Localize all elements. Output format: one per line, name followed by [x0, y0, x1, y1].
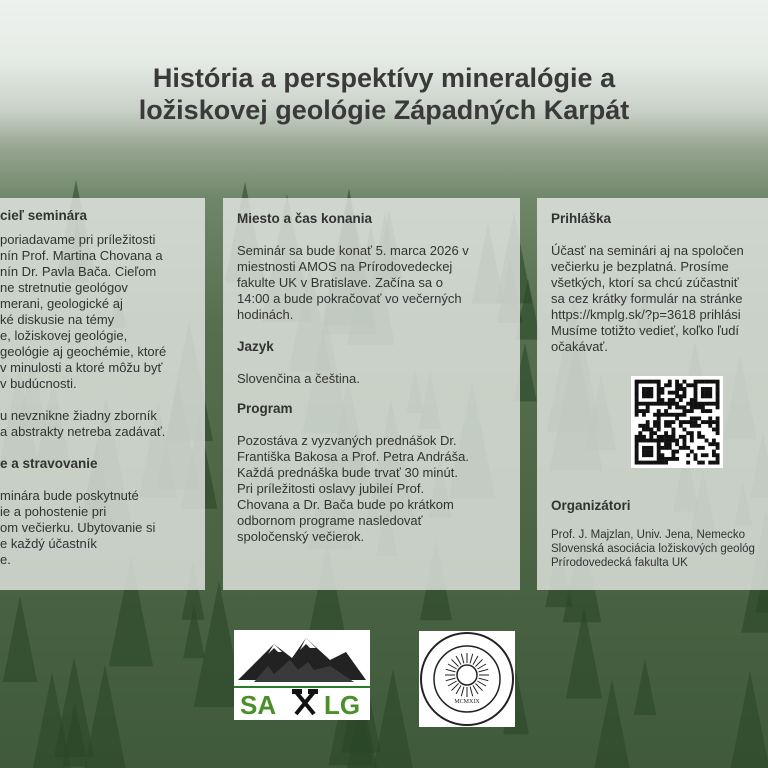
organizers-list	[551, 528, 768, 570]
text-line: Pozostáva z vyzvaných prednášok Dr.	[237, 433, 457, 448]
tree-shape	[84, 665, 127, 768]
proceedings-text	[0, 408, 205, 440]
tree-shape	[725, 671, 768, 768]
text-line: minára bude poskytnuté	[0, 488, 139, 503]
text-line: Pri príležitosti oslavy jubileí Prof.	[237, 481, 425, 496]
text-line: om večierku. Ubytovanie si	[0, 520, 156, 535]
text-line: fakulte UK v Bratislave. Začína sa o	[237, 275, 443, 290]
venue-text	[237, 243, 517, 323]
text-line: ké diskusie na témy	[0, 312, 115, 327]
text-line: e každý účastník	[0, 536, 97, 551]
salg-logo	[234, 630, 370, 720]
text-line: merani, geologické aj	[0, 296, 123, 311]
registration-qr-code[interactable]	[631, 376, 723, 468]
text-line: geológie aj geochémie, ktoré	[0, 344, 167, 359]
university-seal	[419, 631, 515, 727]
organizer-item: Prof. J. Majzlan, Univ. Jena, Nemecko	[551, 529, 746, 541]
text-line: sa cez krátky formulár na stránke	[551, 291, 743, 306]
logo-text-lg: LG	[324, 690, 361, 720]
text-line: ne stretnutie geológov	[0, 280, 128, 295]
text-line: Seminár sa bude konať 5. marca 2026 v	[237, 243, 469, 258]
heading-registration: Prihláška	[551, 211, 612, 226]
program-text	[237, 433, 517, 545]
tree-shape	[566, 608, 602, 699]
heading-accommodation: e a stravovanie	[0, 456, 98, 471]
heading-program: Program	[237, 401, 293, 416]
organizer-item: Prírodovedecká fakulta UK	[551, 557, 688, 569]
text-line: spoločenský večierok.	[237, 529, 365, 544]
text-line: všetkých, ktorí sa chcú zúčastniť	[551, 275, 739, 290]
text-line: Účasť na seminári aj na spoločen	[551, 243, 744, 258]
organizer-item: Slovenská asociácia ložiskových geológ	[551, 543, 755, 555]
text-line: hodinách.	[237, 307, 294, 322]
heading-language: Jazyk	[237, 339, 274, 354]
university-seal-icon	[419, 631, 515, 727]
logo-text-sa: SA	[240, 690, 277, 720]
language-text: Slovenčina a čeština.	[237, 371, 360, 386]
panel-purpose	[0, 198, 205, 590]
panel-venue	[223, 198, 520, 590]
text-line: večierku je bezplatná. Prosíme	[551, 259, 729, 274]
registration-link-line[interactable]: https://kmplg.sk/?p=3618 prihlási	[551, 307, 741, 322]
registration-text	[551, 243, 768, 355]
text-line: nín Dr. Pavla Bača. Cieľom	[0, 264, 157, 279]
text-line: u nevznikne žiadny zborník	[0, 408, 157, 423]
heading-venue: Miesto a čas konania	[237, 211, 373, 226]
tree-shape	[634, 659, 656, 715]
text-line: miestnosti AMOS na Prírodovedeckej	[237, 259, 453, 274]
text-line: a abstrakty netreba zadávať.	[0, 424, 166, 439]
text-line: očakávať.	[551, 339, 608, 354]
text-line: e.	[0, 552, 11, 567]
text-line: Františka Bakosa a Prof. Petra Andráša.	[237, 449, 469, 464]
text-line: v budúcnosti.	[0, 376, 77, 391]
qr-code-icon	[631, 376, 723, 468]
tree-shape	[3, 595, 37, 681]
text-line: ie a pohostenie pri	[0, 504, 107, 519]
accommodation-text	[0, 488, 205, 568]
text-line: v minulosti a ktoré môžu byť	[0, 360, 163, 375]
mountain-logo-icon	[234, 630, 370, 720]
text-line: Chovana a Dr. Bača bude po krátkom	[237, 497, 454, 512]
hammer-icon	[292, 689, 318, 714]
text-line: odbornom programe nasledovať	[237, 513, 423, 528]
text-line: 14:00 a bude pokračovať vo večerných	[237, 291, 462, 306]
text-line: e, ložiskovej geológie,	[0, 328, 128, 343]
purpose-text	[0, 232, 205, 392]
text-line: poriadavame pri príležitosti	[0, 232, 156, 247]
text-line: Musíme totižto vedieť, koľko ľudí	[551, 323, 740, 338]
poster-title-line-1: História a perspektívy mineralógie a	[152, 63, 616, 93]
text-line: nín Prof. Martina Chovana a	[0, 248, 163, 263]
heading-purpose: cieľ seminára	[0, 208, 88, 223]
heading-organizers: Organizátori	[551, 498, 631, 513]
text-line: Každá prednáška bude trvať 30 minút.	[237, 465, 458, 480]
svg-text:MCMXIX: MCMXIX	[454, 699, 480, 705]
poster-title-line-2: ložiskovej geológie Západných Karpát	[138, 95, 630, 125]
